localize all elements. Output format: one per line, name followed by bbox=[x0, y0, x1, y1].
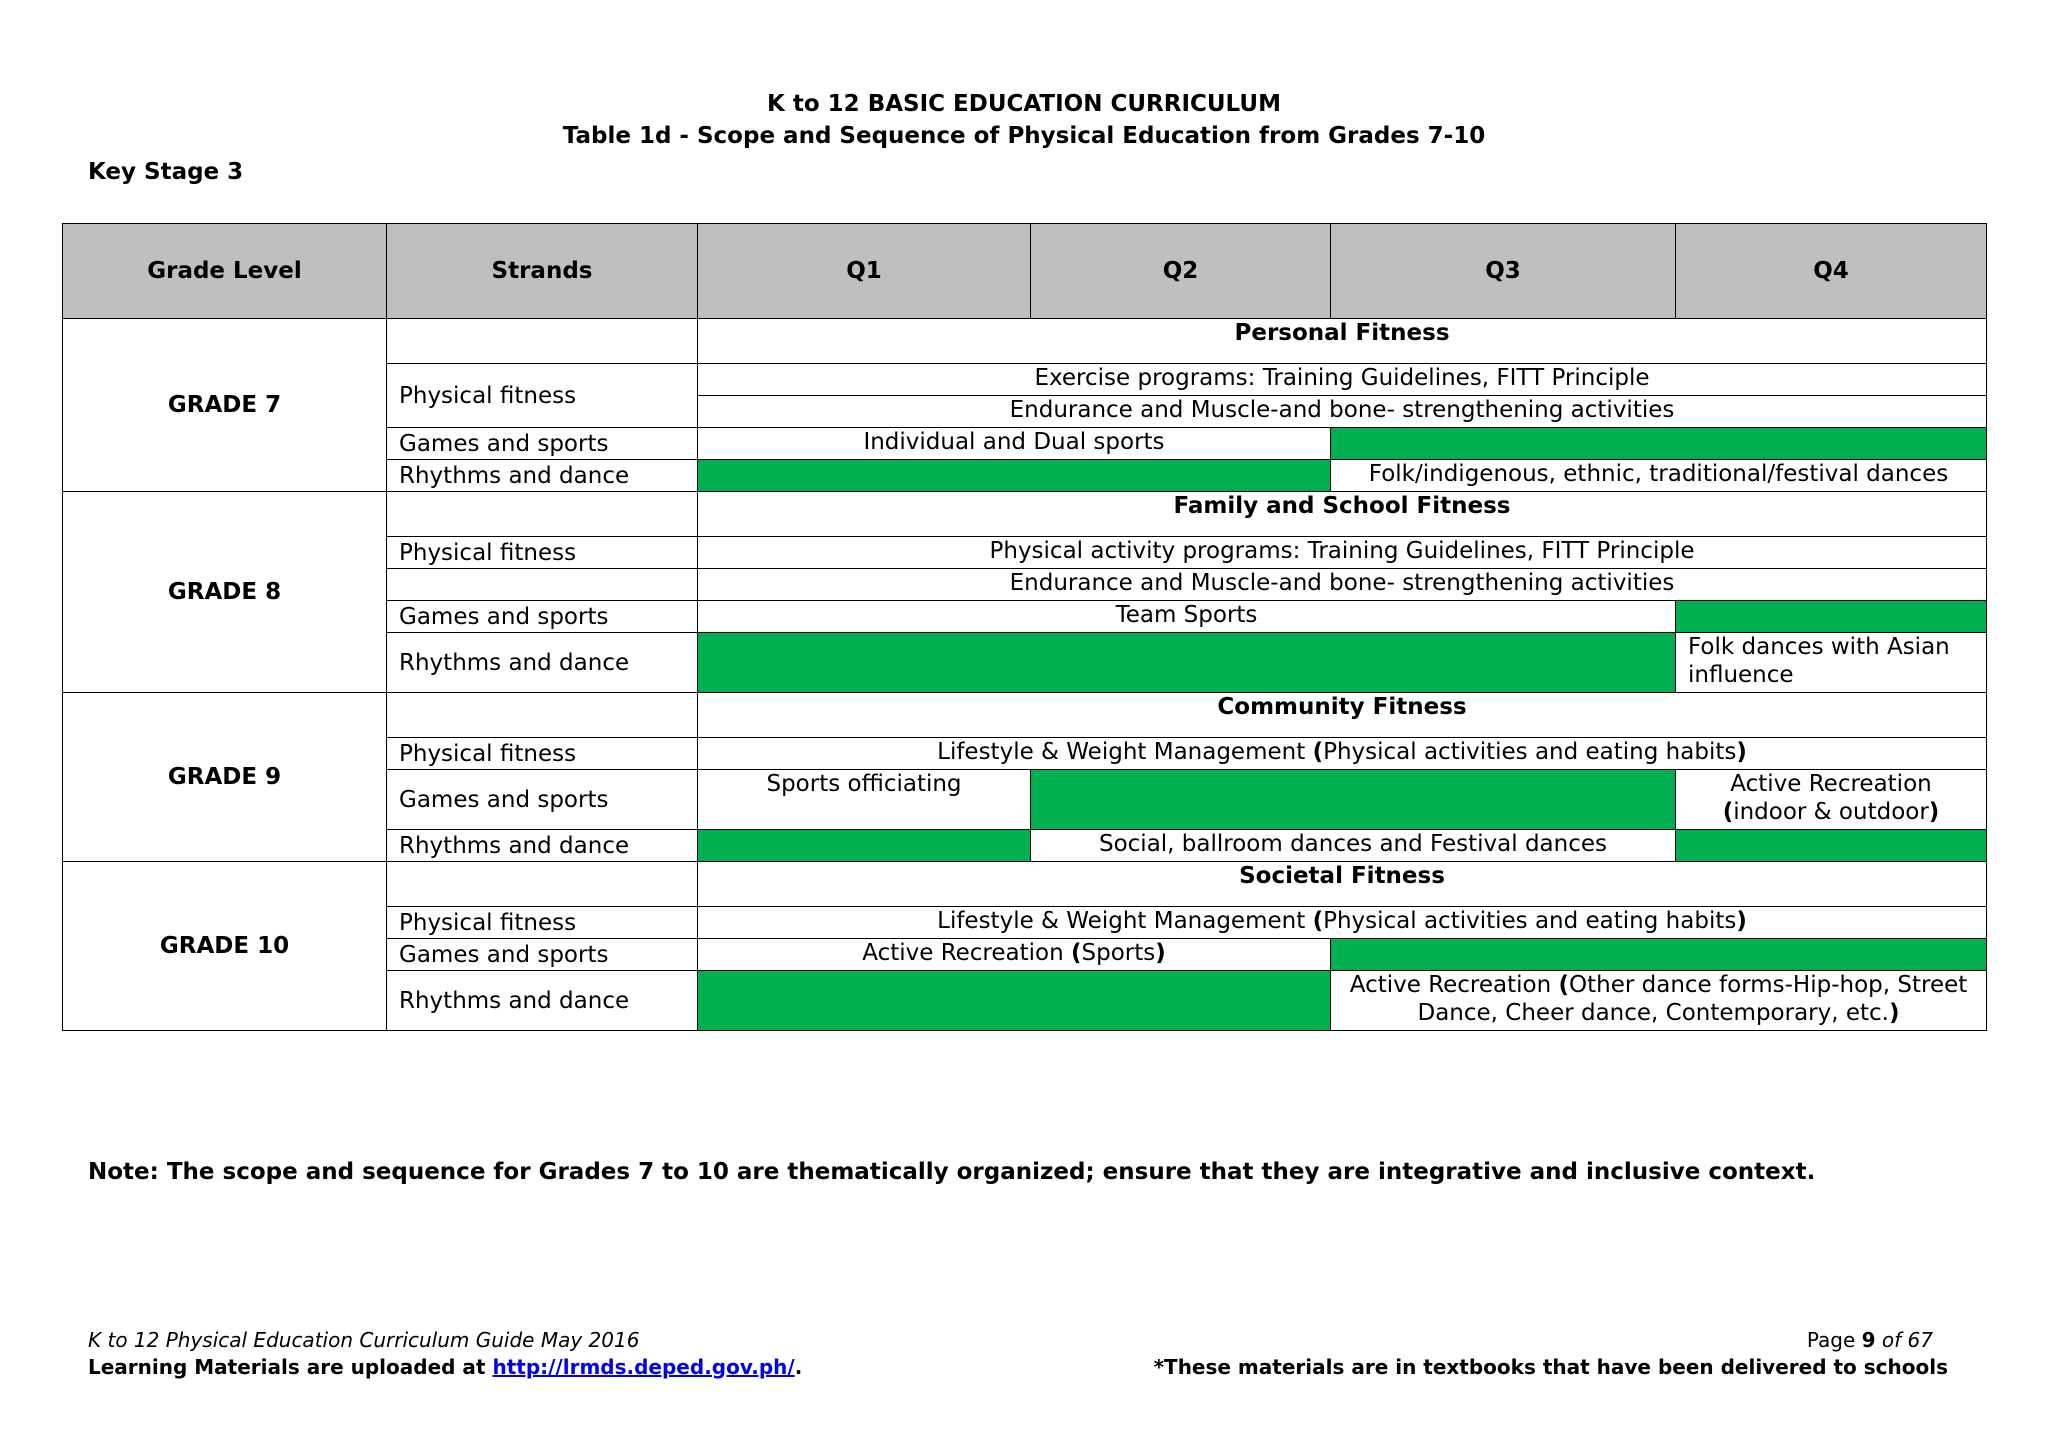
grade-7-dance: Folk/indigenous, ethnic, traditional/festival dances bbox=[1331, 460, 1987, 492]
strand-rhythms-and-dance: Rhythms and dance bbox=[387, 633, 698, 693]
strand-games-and-sports: Games and sports bbox=[387, 939, 698, 971]
grade-10-label: GRADE 10 bbox=[63, 862, 387, 1031]
grade-7-games: Individual and Dual sports bbox=[698, 428, 1331, 460]
grade-7-pf-line2: Endurance and Muscle-and bone- strengthening activities bbox=[698, 396, 1987, 428]
grade-10-games: Active Recreation (Sports) bbox=[698, 939, 1331, 971]
grade-9-pf: Lifestyle & Weight Management (Physical activities and eating habits) bbox=[698, 738, 1987, 770]
grade-8-dance: Folk dances with Asian influence bbox=[1676, 633, 1987, 693]
green-fill-cell bbox=[1676, 830, 1987, 862]
footer-upload-prefix: Learning Materials are uploaded at bbox=[88, 1355, 493, 1379]
green-fill-cell bbox=[698, 971, 1331, 1031]
grade-7-label: GRADE 7 bbox=[63, 319, 387, 492]
footer-guide-title: K to 12 Physical Education Curriculum Guide May 2016 bbox=[88, 1328, 640, 1352]
grade-10-pf-paren: Physical activities and eating habits bbox=[1323, 908, 1737, 934]
grade-9-games-q4-paren: indoor & outdoor bbox=[1733, 799, 1929, 825]
green-fill-cell bbox=[698, 830, 1031, 862]
table-row bbox=[63, 319, 1987, 364]
grade-10-dance-main: Active Recreation bbox=[1349, 972, 1559, 998]
table-row bbox=[63, 693, 1987, 738]
green-fill-cell bbox=[1676, 601, 1987, 633]
grade-10-pf: Lifestyle & Weight Management (Physical activities and eating habits) bbox=[698, 907, 1987, 939]
footer-upload-suffix: . bbox=[794, 1355, 803, 1379]
strand-rhythms-and-dance: Rhythms and dance bbox=[387, 830, 698, 862]
document-title: K to 12 BASIC EDUCATION CURRICULUM bbox=[767, 91, 1281, 117]
col-header-grade-level: Grade Level bbox=[63, 224, 387, 319]
strand-physical-fitness: Physical fitness bbox=[387, 907, 698, 939]
table-row bbox=[63, 492, 1987, 537]
col-header-q2: Q2 bbox=[1031, 224, 1331, 319]
footer-upload-line bbox=[88, 1353, 802, 1381]
grade-7-pf-line1: Exercise programs: Training Guidelines, FITT Principle bbox=[698, 364, 1987, 396]
grade-8-pf-line1: Physical activity programs: Training Guidelines, FITT Principle bbox=[698, 537, 1987, 569]
table-caption: Table 1d - Scope and Sequence of Physical Education from Grades 7-10 bbox=[562, 123, 1486, 149]
grade-9-pf-paren: Physical activities and eating habits bbox=[1323, 739, 1737, 765]
grade-9-label: GRADE 9 bbox=[63, 693, 387, 862]
grade-10-games-main: Active Recreation bbox=[862, 940, 1071, 966]
green-fill-cell bbox=[1331, 939, 1987, 971]
page-label: Page bbox=[1806, 1328, 1862, 1352]
strand-physical-fitness: Physical fitness bbox=[387, 364, 698, 428]
page-number: 9 bbox=[1861, 1328, 1876, 1352]
col-header-q4: Q4 bbox=[1676, 224, 1987, 319]
col-header-q1: Q1 bbox=[698, 224, 1031, 319]
table-row bbox=[63, 862, 1987, 907]
grade-9-games-q4-main: Active Recreation bbox=[1730, 771, 1932, 797]
grade-8-theme: Family and School Fitness bbox=[698, 492, 1987, 537]
grade-10-games-paren: Sports bbox=[1081, 940, 1156, 966]
col-header-strands: Strands bbox=[387, 224, 698, 319]
strand-physical-fitness: Physical fitness bbox=[387, 537, 698, 569]
empty-cell bbox=[387, 569, 698, 601]
grade-9-pf-main: Lifestyle & Weight Management bbox=[937, 739, 1313, 765]
col-header-q3: Q3 bbox=[1331, 224, 1676, 319]
strand-physical-fitness: Physical fitness bbox=[387, 738, 698, 770]
strand-games-and-sports: Games and sports bbox=[387, 601, 698, 633]
grade-7-theme: Personal Fitness bbox=[698, 319, 1987, 364]
footer-disclaimer: *These materials are in textbooks that have been delivered to schools bbox=[1153, 1355, 1948, 1379]
strand-games-and-sports: Games and sports bbox=[387, 770, 698, 830]
grade-8-pf-line2: Endurance and Muscle-and bone- strengthening activities bbox=[698, 569, 1987, 601]
lrmds-link[interactable]: http://lrmds.deped.gov.ph/ bbox=[492, 1355, 795, 1379]
grade-10-dance-paren: Other dance forms-Hip-hop, Street Dance, Cheer dance, Contemporary, etc. bbox=[1417, 972, 1968, 1026]
strand-games-and-sports: Games and sports bbox=[387, 428, 698, 460]
key-stage-label: Key Stage 3 bbox=[88, 159, 244, 185]
grade-9-dance: Social, ballroom dances and Festival dances bbox=[1031, 830, 1676, 862]
note-text: Note: The scope and sequence for Grades 7 to 10 are thematically organized; ensure that they are integrative and inclusive context. bbox=[88, 1159, 1816, 1185]
empty-cell bbox=[387, 492, 698, 537]
grade-9-games-q1: Sports officiating bbox=[698, 770, 1031, 830]
green-fill-cell bbox=[698, 460, 1331, 492]
strand-rhythms-and-dance: Rhythms and dance bbox=[387, 460, 698, 492]
grade-8-games: Team Sports bbox=[698, 601, 1676, 633]
green-fill-cell bbox=[1031, 770, 1676, 830]
page-indicator bbox=[1700, 1326, 1933, 1354]
scope-sequence-table bbox=[62, 223, 1987, 1031]
grade-10-theme: Societal Fitness bbox=[698, 862, 1987, 907]
grade-10-dance: Active Recreation (Other dance forms-Hip-hop, Street Dance, Cheer dance, Contemporary, etc.) bbox=[1331, 971, 1987, 1031]
page-total: of 67 bbox=[1875, 1328, 1933, 1352]
strand-rhythms-and-dance: Rhythms and dance bbox=[387, 971, 698, 1031]
grade-9-theme: Community Fitness bbox=[698, 693, 1987, 738]
grade-9-games-q4: Active Recreation (indoor & outdoor) bbox=[1676, 770, 1987, 830]
empty-cell bbox=[387, 862, 698, 907]
green-fill-cell bbox=[1331, 428, 1987, 460]
table-header-row bbox=[63, 224, 1987, 319]
empty-cell bbox=[387, 693, 698, 738]
grade-10-pf-main: Lifestyle & Weight Management bbox=[937, 908, 1313, 934]
green-fill-cell bbox=[698, 633, 1676, 693]
empty-cell bbox=[387, 319, 698, 364]
grade-8-label: GRADE 8 bbox=[63, 492, 387, 693]
